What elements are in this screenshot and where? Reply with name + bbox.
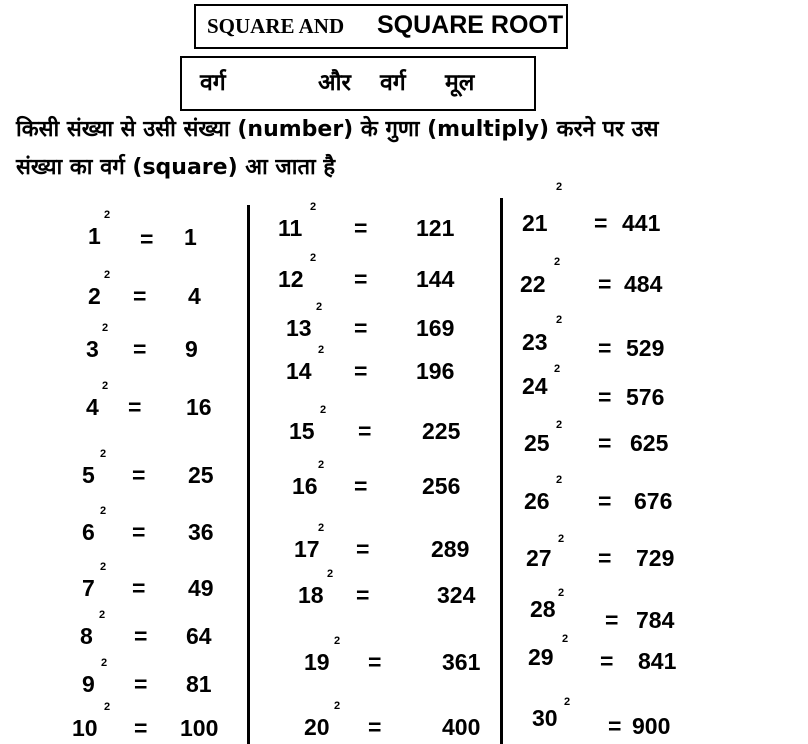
base-number: 27 — [526, 545, 552, 571]
square-value: 16 — [186, 394, 212, 420]
equals-sign: = — [128, 394, 142, 420]
exponent: 2 — [318, 344, 325, 356]
base-number: 30 — [532, 705, 558, 731]
square-value: 676 — [634, 488, 673, 514]
equals-sign: = — [134, 623, 148, 649]
base-number: 25 — [524, 430, 550, 456]
title-varg: वर्ग — [200, 70, 226, 96]
exponent: 2 — [104, 701, 111, 713]
exponent: 2 — [564, 696, 571, 708]
base-number: 20 — [304, 714, 330, 740]
square-value: 144 — [416, 266, 455, 292]
exponent: 2 — [320, 404, 327, 416]
equals-sign: = — [368, 649, 382, 675]
description-line-2: संख्या का वर्ग (square) आ जाता है — [16, 155, 336, 180]
equals-sign: = — [598, 545, 612, 571]
exponent: 2 — [556, 419, 563, 431]
square-value: 64 — [186, 623, 212, 649]
equals-sign: = — [354, 315, 368, 341]
equals-sign: = — [600, 648, 614, 674]
base-number: 15 — [289, 418, 315, 444]
exponent: 2 — [558, 587, 565, 599]
square-value: 196 — [416, 358, 455, 384]
exponent: 2 — [100, 561, 107, 573]
exponent: 2 — [558, 533, 565, 545]
exponent: 2 — [316, 301, 323, 313]
title-mool: मूल — [445, 70, 475, 96]
exponent: 2 — [334, 635, 341, 647]
equals-sign: = — [605, 607, 619, 633]
square-value: 4 — [188, 283, 201, 309]
title-square-root: SQUARE ROOT — [377, 11, 564, 39]
base-number: 13 — [286, 315, 312, 341]
square-value: 25 — [188, 462, 214, 488]
exponent: 2 — [100, 448, 107, 460]
exponent: 2 — [104, 269, 111, 281]
base-number: 14 — [286, 358, 312, 384]
exponent: 2 — [556, 474, 563, 486]
equals-sign: = — [354, 215, 368, 241]
base-number: 6 — [82, 519, 95, 545]
exponent: 2 — [318, 459, 325, 471]
exponent: 2 — [99, 609, 106, 621]
square-value: 841 — [638, 648, 677, 674]
exponent: 2 — [562, 633, 569, 645]
square-value: 256 — [422, 473, 461, 499]
exponent: 2 — [100, 505, 107, 517]
base-number: 11 — [278, 215, 303, 241]
title-box-hindi — [180, 56, 536, 111]
square-value: 441 — [622, 210, 661, 236]
exponent: 2 — [327, 568, 334, 580]
title-varg-2: वर्ग — [380, 70, 406, 96]
equals-sign: = — [598, 335, 612, 361]
title-aur: और — [318, 70, 351, 96]
equals-sign: = — [358, 418, 372, 444]
square-value: 9 — [185, 336, 198, 362]
equals-sign: = — [598, 271, 612, 297]
square-value: 289 — [431, 536, 470, 562]
base-number: 3 — [86, 336, 99, 362]
exponent: 2 — [318, 522, 325, 534]
equals-sign: = — [134, 671, 148, 697]
exponent: 2 — [102, 380, 109, 392]
equals-sign: = — [356, 582, 370, 608]
exponent: 2 — [554, 363, 561, 375]
equals-sign: = — [132, 575, 146, 601]
equals-sign: = — [134, 715, 148, 741]
exponent: 2 — [102, 322, 109, 334]
exponent: 2 — [554, 256, 561, 268]
base-number: 5 — [82, 462, 95, 488]
square-value: 729 — [636, 545, 675, 571]
base-number: 17 — [294, 536, 320, 562]
equals-sign: = — [354, 358, 368, 384]
equals-sign: = — [132, 519, 146, 545]
base-number: 7 — [82, 575, 95, 601]
base-number: 12 — [278, 266, 304, 292]
equals-sign: = — [598, 384, 612, 410]
equals-sign: = — [354, 473, 368, 499]
square-value: 121 — [416, 215, 455, 241]
square-value: 225 — [422, 418, 461, 444]
equals-sign: = — [608, 713, 622, 739]
square-value: 36 — [188, 519, 214, 545]
base-number: 24 — [522, 373, 548, 399]
square-value: 484 — [624, 271, 663, 297]
square-value: 361 — [442, 649, 481, 675]
square-value: 49 — [188, 575, 214, 601]
equals-sign: = — [132, 462, 146, 488]
description-line-1: किसी संख्या से उसी संख्या (number) के गुणा (multiply) करने पर उस — [16, 117, 659, 142]
base-number: 28 — [530, 596, 556, 622]
square-value: 400 — [442, 714, 481, 740]
title-square-and: SQUARE AND — [207, 14, 345, 38]
equals-sign: = — [594, 210, 608, 236]
square-value: 576 — [626, 384, 665, 410]
base-number: 19 — [304, 649, 330, 675]
base-number: 2 — [88, 283, 101, 309]
base-number: 16 — [292, 473, 318, 499]
column-divider-2 — [500, 198, 503, 744]
square-value: 784 — [636, 607, 675, 633]
base-number: 21 — [522, 210, 548, 236]
square-value: 529 — [626, 335, 665, 361]
base-number: 1 — [88, 223, 101, 249]
square-value: 324 — [437, 582, 476, 608]
equals-sign: = — [368, 714, 382, 740]
square-value: 900 — [632, 713, 671, 739]
exponent: 2 — [310, 252, 317, 264]
base-number: 10 — [72, 715, 98, 741]
equals-sign: = — [354, 266, 368, 292]
square-value: 81 — [186, 671, 212, 697]
column-divider-1 — [247, 205, 250, 744]
base-number: 22 — [520, 271, 546, 297]
base-number: 18 — [298, 582, 324, 608]
square-value: 100 — [180, 715, 219, 741]
exponent: 2 — [556, 314, 563, 326]
base-number: 29 — [528, 644, 554, 670]
equals-sign: = — [598, 488, 612, 514]
square-value: 625 — [630, 430, 669, 456]
base-number: 4 — [86, 394, 99, 420]
square-value: 1 — [184, 224, 197, 250]
exponent: 2 — [101, 657, 108, 669]
exponent: 2 — [310, 201, 317, 213]
base-number: 8 — [80, 623, 93, 649]
equals-sign: = — [356, 536, 370, 562]
base-number: 9 — [82, 671, 95, 697]
exponent: 2 — [334, 700, 341, 712]
square-value: 169 — [416, 315, 455, 341]
equals-sign: = — [598, 430, 612, 456]
exponent: 2 — [104, 209, 111, 221]
equals-sign: = — [133, 283, 147, 309]
equals-sign: = — [133, 336, 147, 362]
base-number: 26 — [524, 488, 550, 514]
exponent: 2 — [556, 181, 563, 193]
equals-sign: = — [140, 226, 154, 252]
base-number: 23 — [522, 329, 548, 355]
